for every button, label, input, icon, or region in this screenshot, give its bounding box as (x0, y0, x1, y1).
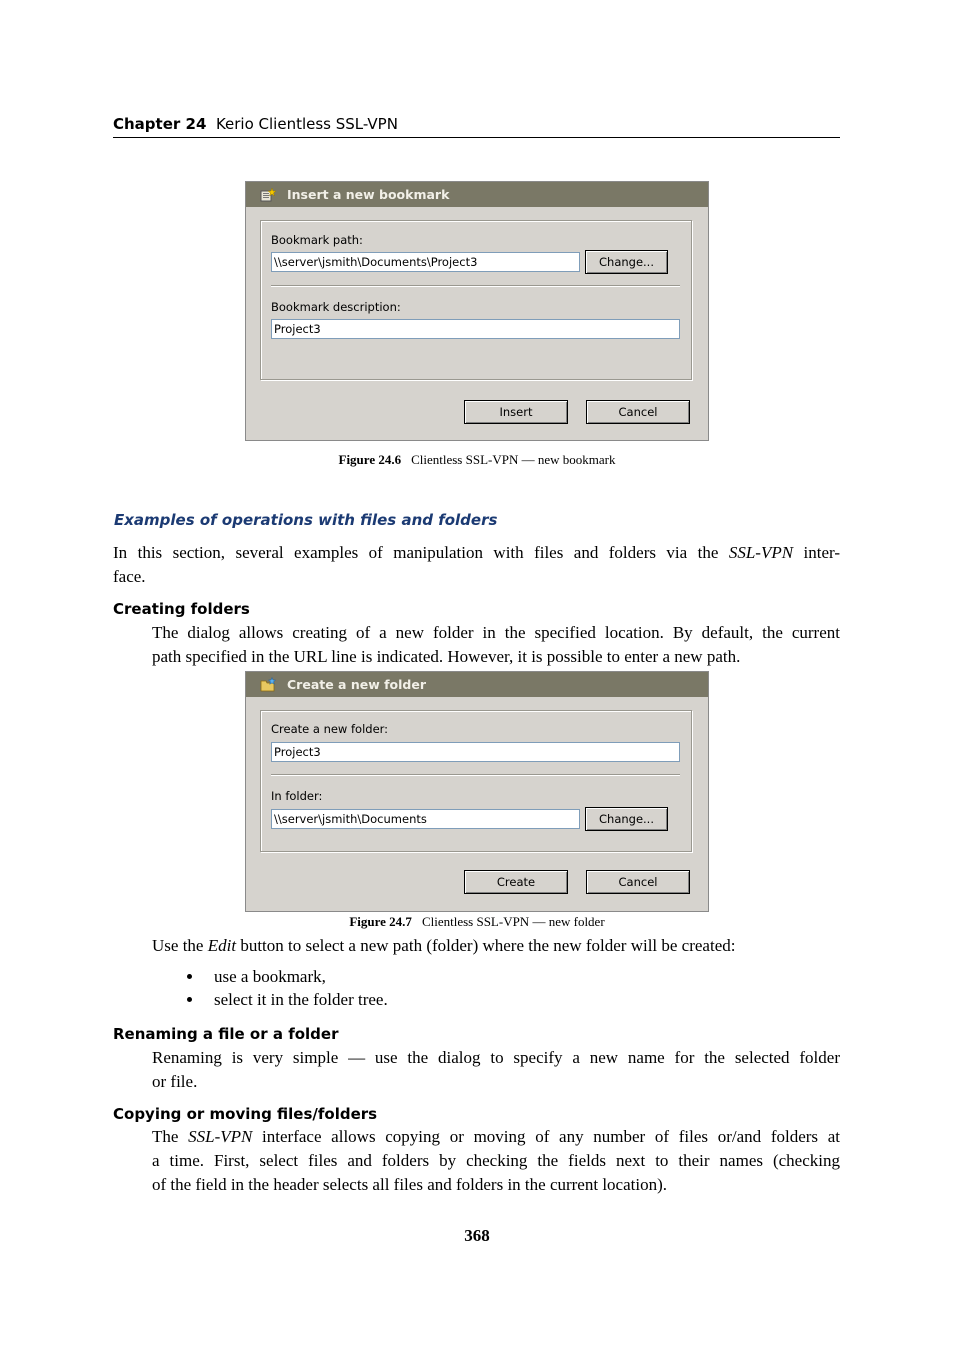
renaming-paragraph (152, 1046, 840, 1094)
figure-text: Clientless SSL-VPN — new bookmark (411, 452, 616, 467)
separator (271, 285, 680, 287)
section-heading: Examples of operations with files and folders (114, 511, 498, 529)
bullet-dot (187, 974, 192, 979)
cancel-button[interactable]: Cancel (586, 400, 690, 424)
copying-emphasis: SSL-VPN (188, 1127, 253, 1146)
intro-paragraph (113, 541, 840, 589)
list-item-text: use a bookmark, (214, 967, 326, 986)
dialog-title: Create a new folder (287, 677, 427, 692)
paragraph-line: The dialog allows creating of a new folder in the specified location. By default, the current (152, 623, 840, 642)
new-folder-icon (260, 677, 276, 692)
cancel-button[interactable]: Cancel (586, 870, 690, 894)
figure-caption (0, 914, 954, 930)
list-item (189, 990, 388, 1010)
paragraph-line: of the field in the header selects all files and folders in the current location). (152, 1175, 667, 1194)
new-folder-name-input[interactable]: Project3 (271, 742, 680, 762)
term-copying: Copying or moving files/folders (113, 1105, 378, 1123)
paragraph-line: or file. (152, 1072, 198, 1091)
dialog-title: Insert a new bookmark (287, 187, 450, 202)
bookmark-description-label: Bookmark description: (271, 300, 401, 314)
list-item-text: select it in the folder tree. (214, 990, 388, 1009)
paragraph-text: The (152, 1127, 189, 1146)
edit-emphasis: Edit (207, 936, 237, 955)
figure-text: Clientless SSL-VPN — new folder (421, 914, 605, 929)
insert-bookmark-dialog (245, 181, 709, 441)
new-folder-label: Create a new folder: (271, 722, 389, 736)
insert-button[interactable]: Insert (464, 400, 568, 424)
paragraph-text: button to select a new path (folder) where the new folder will be created: (236, 936, 736, 955)
intro-text: inter- (793, 543, 840, 562)
change-path-button[interactable]: Change... (585, 250, 668, 274)
running-header (113, 115, 840, 138)
paragraph-line: a time. First, select files and folders by checking the fields next to their names (checking (152, 1151, 840, 1170)
in-folder-input[interactable]: \\server\jsmith\Documents (271, 809, 580, 829)
paragraph-text: Use the (152, 936, 208, 955)
bookmark-path-input[interactable]: \\server\jsmith\Documents\Project3 (271, 252, 580, 272)
copying-paragraph (152, 1125, 840, 1197)
intro-text: In this section, several examples of manipulation with files and folders via the (113, 543, 729, 562)
chapter-number: Chapter 24 (113, 115, 207, 133)
page-number: 368 (464, 1226, 490, 1245)
create-button[interactable]: Create (464, 870, 568, 894)
list-item (189, 967, 326, 987)
bookmark-icon (260, 187, 276, 202)
separator (271, 774, 680, 776)
figure-caption (0, 452, 954, 468)
change-folder-button[interactable]: Change... (585, 807, 668, 831)
intro-emphasis: SSL-VPN (728, 543, 794, 562)
chapter-title: Kerio Clientless SSL-VPN (215, 115, 398, 133)
creating-paragraph (152, 621, 840, 669)
paragraph-line: path specified in the URL line is indicated. However, it is possible to enter a new path. (152, 647, 741, 666)
figure-number: Figure 24.6 (338, 452, 402, 467)
figure-number: Figure 24.7 (349, 914, 412, 929)
paragraph-line: Renaming is very simple — use the dialog to specify a new name for the selected folder (152, 1048, 840, 1067)
bookmark-description-input[interactable]: Project3 (271, 319, 680, 339)
edit-paragraph (152, 934, 840, 958)
paragraph-text: interface allows copying or moving of any number of files or/and folders at (252, 1127, 840, 1146)
term-renaming: Renaming a file or a folder (113, 1025, 339, 1043)
bullet-dot (187, 997, 192, 1002)
dialog-titlebar (246, 182, 708, 207)
intro-text: face. (113, 567, 146, 586)
dialog-titlebar (246, 672, 708, 697)
bookmark-path-label: Bookmark path: (271, 233, 363, 247)
in-folder-label: In folder: (271, 789, 323, 803)
term-creating-folders: Creating folders (113, 600, 250, 618)
create-folder-dialog (245, 671, 709, 912)
